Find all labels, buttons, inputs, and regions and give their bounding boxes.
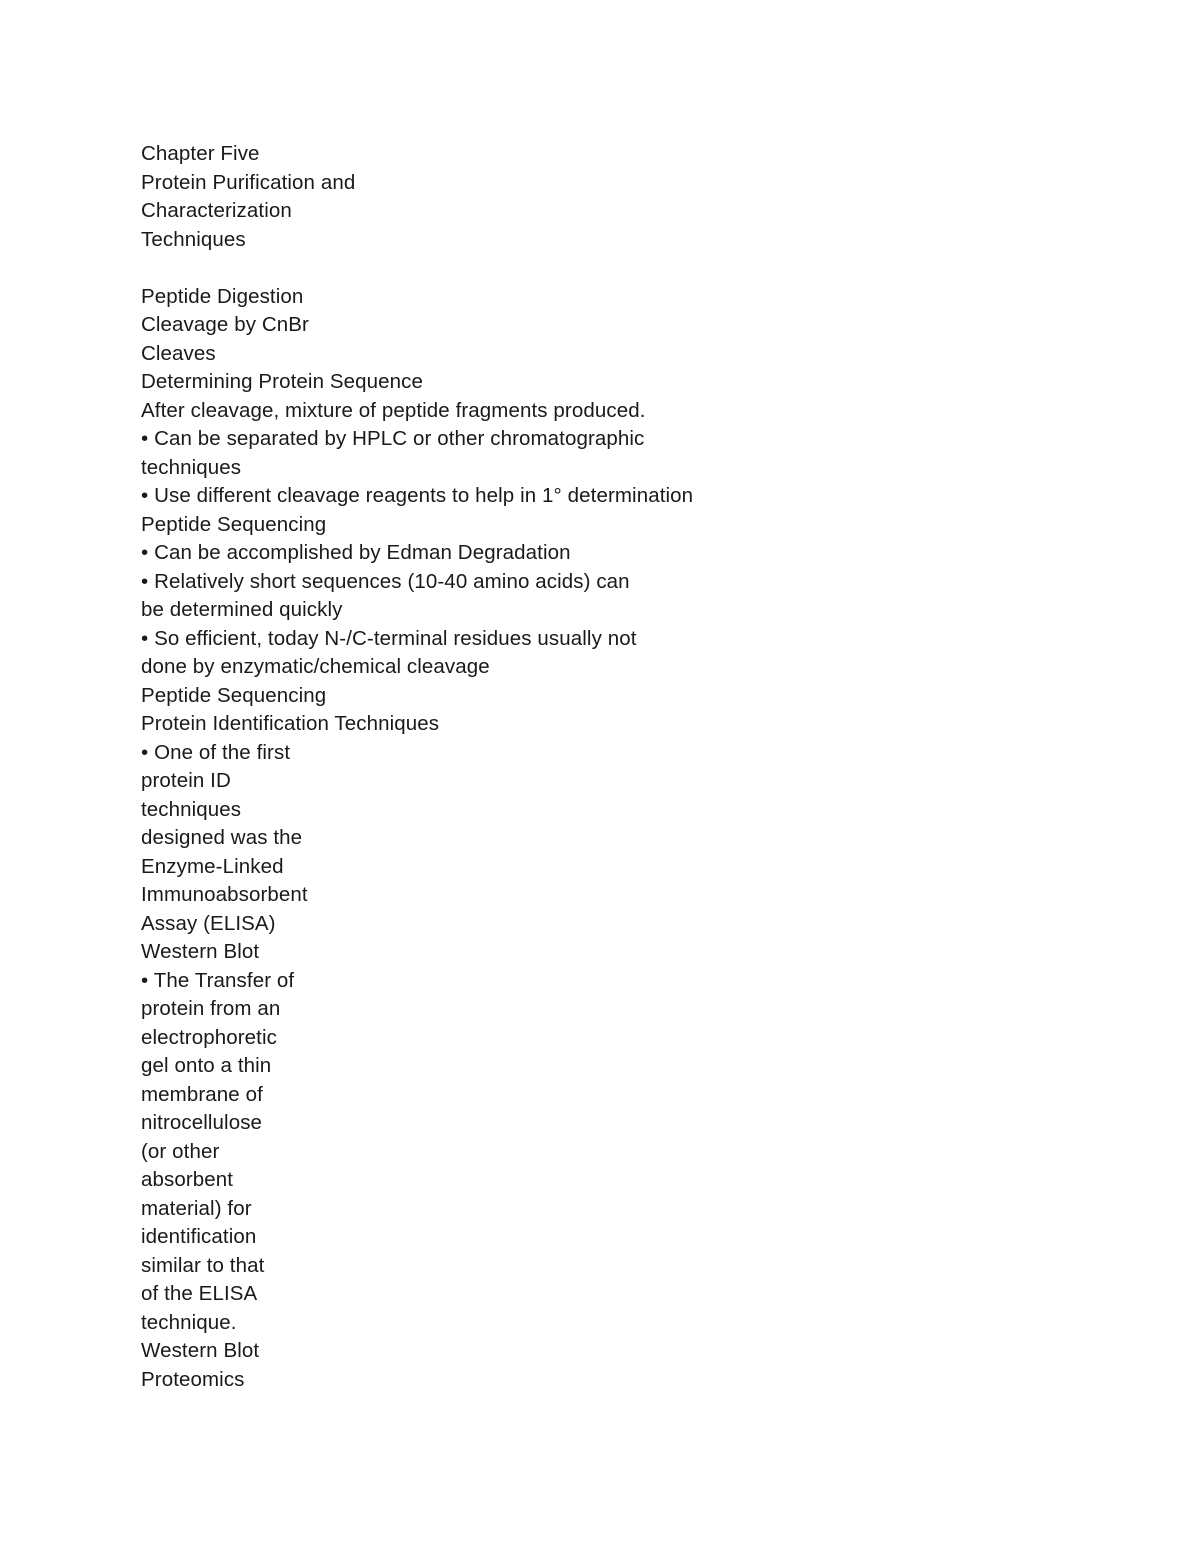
text-line: electrophoretic (141, 1025, 277, 1049)
text-line: Techniques (141, 227, 246, 251)
text-line: After cleavage, mixture of peptide fragments produced. (141, 398, 646, 422)
text-line: • Relatively short sequences (10-40 amino acids) can (141, 569, 630, 593)
text-line: • The Transfer of (141, 968, 295, 992)
text-line: Protein Purification and (141, 170, 356, 194)
text-line: Enzyme-Linked (141, 854, 284, 878)
text-line: protein from an (141, 997, 281, 1020)
text-line: Cleaves (141, 341, 216, 365)
text-line: Protein Identification Techniques (141, 712, 440, 735)
text-line: • Use different cleavage reagents to help in 1° determination (141, 484, 694, 507)
text-line: • Can be separated by HPLC or other chromatographic (141, 427, 645, 450)
text-line: • Can be accomplished by Edman Degradation (141, 541, 571, 564)
text-line: Assay (ELISA) (141, 911, 276, 935)
text-line: membrane of (141, 1082, 263, 1106)
text-line: Western Blot (141, 940, 260, 963)
text-line: Proteomics (141, 1367, 245, 1391)
text-line: techniques (141, 797, 242, 821)
text-line: material) for (141, 1196, 252, 1220)
text-line: gel onto a thin (141, 1054, 272, 1077)
text-line: Western Blot (141, 1339, 260, 1362)
text-line: identification (141, 1225, 257, 1248)
blank-line (141, 254, 841, 283)
text-line: technique. (141, 1310, 237, 1334)
text-line: done by enzymatic/chemical cleavage (141, 655, 490, 678)
text-line: be determined quickly (141, 598, 343, 621)
text-line: Immunoabsorbent (141, 883, 308, 906)
text-line: • So efficient, today N-/C-terminal residues usually not (141, 626, 637, 650)
text-line: absorbent (141, 1168, 234, 1191)
text-line: protein ID (141, 769, 231, 792)
text-line: similar to that (141, 1253, 265, 1277)
text-line: Chapter Five (141, 142, 260, 165)
text-line: Characterization (141, 199, 292, 222)
text-line: nitrocellulose (141, 1111, 263, 1134)
text-line: Determining Protein Sequence (141, 370, 423, 393)
text-line: Peptide Sequencing (141, 683, 327, 707)
text-line: techniques (141, 455, 242, 479)
text-line: (or other (141, 1139, 220, 1163)
document-text (141, 140, 841, 1394)
text-line: Cleavage by CnBr (141, 313, 309, 336)
text-line: of the ELISA (141, 1282, 258, 1305)
text-line: Peptide Sequencing (141, 512, 327, 536)
text-line: Peptide Digestion (141, 284, 304, 308)
text-line: • One of the first (141, 740, 291, 764)
text-line: designed was the (141, 826, 303, 849)
